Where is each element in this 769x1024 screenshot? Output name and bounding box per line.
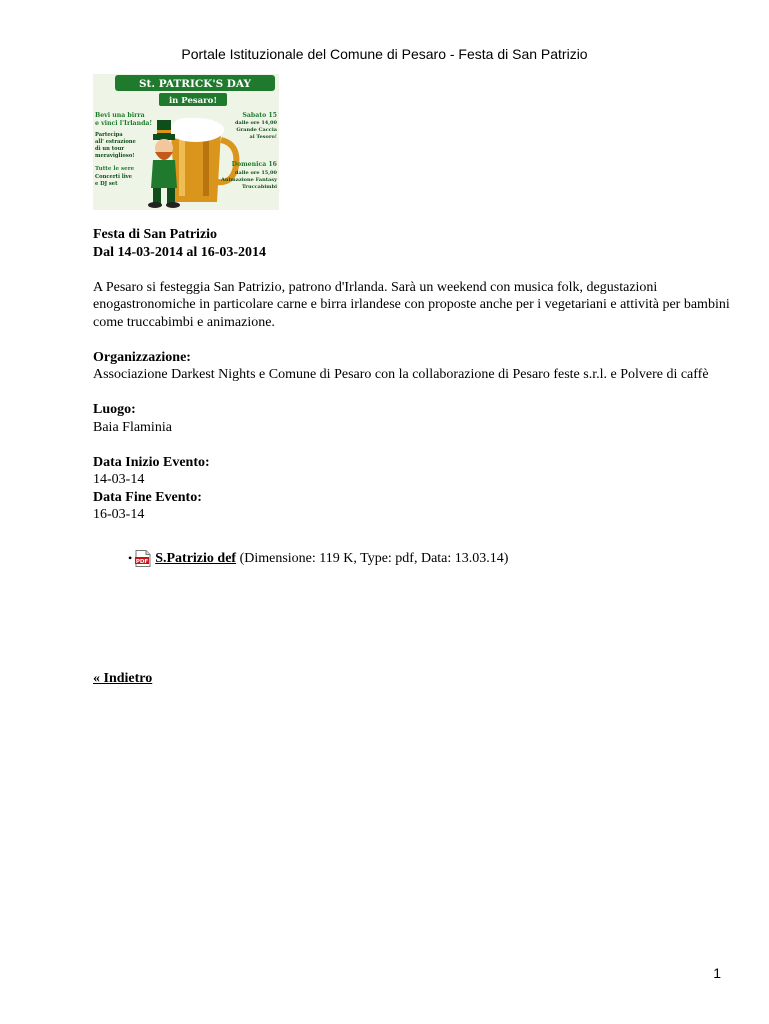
event-description: A Pesaro si festeggia San Patrizio, patrono d'Irlanda. Sarà un weekend con musica folk, degustazioni enogastronomiche in particolare carne e birra irlandese con proposte anche per i vegetariani e attività per bambini come truccabimbi e animazione.	[93, 279, 730, 330]
place-value: Baia Flaminia	[93, 419, 172, 435]
svg-text:Partecipa: Partecipa	[95, 132, 123, 138]
svg-text:Tutte le sere: Tutte le sere	[95, 166, 135, 172]
svg-text:Concerti live: Concerti live	[95, 174, 132, 180]
svg-text:di un tour: di un tour	[95, 146, 125, 152]
svg-text:PDF: PDF	[136, 558, 149, 565]
list-bullet: •	[128, 551, 133, 565]
svg-text:Animazione Fantasy: Animazione Fantasy	[221, 177, 277, 183]
svg-text:Sabato 15: Sabato 15	[242, 112, 277, 119]
event-poster-image	[93, 74, 279, 210]
poster-subtitle: in Pesaro!	[168, 96, 218, 106]
back-link-container	[93, 671, 152, 687]
poster-title: St. PATRICK'S DAY	[138, 78, 252, 90]
svg-text:dalle ore 14,00: dalle ore 14,00	[234, 120, 277, 126]
event-content	[93, 226, 753, 524]
svg-text:dalle ore 15,00: dalle ore 15,00	[234, 170, 277, 176]
svg-text:Grande Caccia: Grande Caccia	[236, 127, 277, 133]
end-date-label: Data Fine Evento:	[93, 489, 202, 505]
attachment-item	[128, 550, 508, 567]
svg-text:Domenica 16: Domenica 16	[231, 161, 277, 168]
start-date-value: 14-03-14	[93, 472, 145, 487]
svg-text:e DJ set: e DJ set	[95, 181, 118, 187]
back-link[interactable]: « Indietro	[93, 671, 153, 686]
organization-value: Associazione Darkest Nights e Comune di Pesaro con la collaborazione di Pesaro feste s.r.l. e Polvere di caffè	[93, 367, 709, 382]
pdf-icon[interactable]	[135, 550, 151, 567]
start-date-label: Data Inizio Evento:	[93, 454, 210, 470]
attachment-info: (Dimensione: 119 K, Type: pdf, Data: 13.03.14)	[236, 550, 509, 566]
svg-text:e vinci l'Irlanda!: e vinci l'Irlanda!	[95, 120, 153, 127]
svg-text:Truccabimbi: Truccabimbi	[241, 184, 277, 190]
place-label: Luogo:	[93, 402, 136, 417]
svg-text:meraviglioso!: meraviglioso!	[95, 153, 135, 159]
organization-label: Organizzazione:	[93, 349, 191, 365]
event-title: Festa di San Patrizio	[93, 227, 218, 242]
svg-text:al Tesoro!: al Tesoro!	[249, 134, 277, 140]
attachment-link[interactable]: S.Patrizio def	[155, 550, 237, 566]
event-dates: Dal 14-03-2014 al 16-03-2014	[93, 244, 267, 260]
end-date-value: 16-03-14	[93, 507, 145, 522]
page-header: Portale Istituzionale del Comune di Pesaro - Festa di San Patrizio	[181, 46, 588, 62]
page-number: 1	[713, 965, 721, 981]
svg-text:all' estrazione: all' estrazione	[95, 139, 136, 145]
svg-text:Bevi una birra: Bevi una birra	[95, 112, 145, 119]
